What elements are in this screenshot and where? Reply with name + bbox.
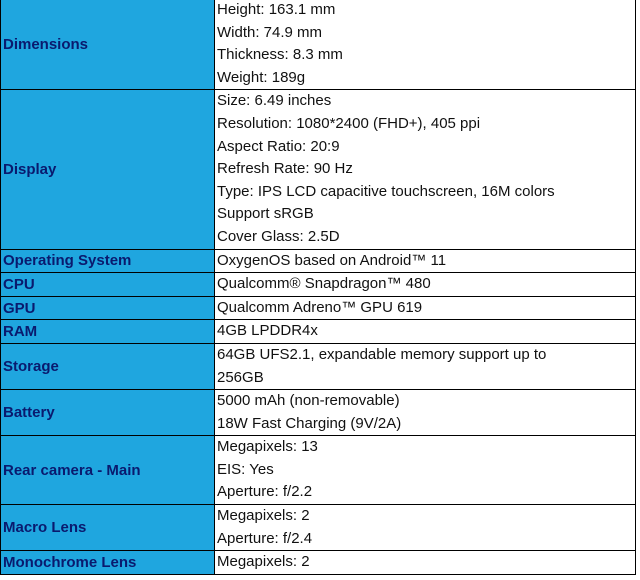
spec-row <box>1 273 636 297</box>
spec-label: RAM <box>1 320 215 344</box>
spec-value-cell <box>215 249 636 273</box>
spec-value-cell <box>215 296 636 320</box>
spec-label: Storage <box>1 343 215 389</box>
spec-value-line: Height: 163.1 mm <box>217 1 336 18</box>
spec-label: Battery <box>1 390 215 436</box>
spec-value-line: Aperture: f/2.4 <box>217 529 313 547</box>
spec-value-line: Width: 74.9 mm <box>217 23 323 41</box>
spec-label: Operating System <box>1 249 215 273</box>
spec-value-cell <box>215 90 636 249</box>
spec-value-line: EIS: Yes <box>217 460 274 478</box>
spec-value-cell <box>215 390 636 436</box>
spec-value-cell <box>215 320 636 344</box>
spec-value-line: Weight: 189g <box>217 68 306 86</box>
spec-value-line: 64GB UFS2.1, expandable memory support up to <box>217 345 547 363</box>
spec-table-body <box>1 0 636 574</box>
spec-label: Macro Lens <box>1 505 215 551</box>
spec-row <box>1 249 636 273</box>
spec-value-line: 4GB LPDDR4x <box>217 322 318 340</box>
spec-label: Monochrome Lens <box>1 551 215 575</box>
spec-value-line: Qualcomm® Snapdragon™ 480 <box>217 275 431 293</box>
spec-value-line: Thickness: 8.3 mm <box>217 46 343 64</box>
spec-value-line: Qualcomm Adreno™ GPU 619 <box>217 298 423 316</box>
spec-row <box>1 505 636 551</box>
spec-value-line: Megapixels: 2 <box>217 553 310 571</box>
spec-value-cell <box>215 0 636 90</box>
spec-value-line: Aspect Ratio: 20:9 <box>217 137 340 155</box>
spec-row <box>1 320 636 344</box>
spec-value-line: Cover Glass: 2.5D <box>217 227 340 245</box>
spec-value-line: 256GB <box>217 368 264 386</box>
spec-label: Dimensions <box>1 0 215 90</box>
spec-value-line: Size: 6.49 inches <box>217 92 332 110</box>
spec-row <box>1 436 636 505</box>
spec-value-line: Support sRGB <box>217 205 314 223</box>
spec-value-line: OxygenOS based on Android™ 11 <box>217 251 447 269</box>
spec-value-line: Refresh Rate: 90 Hz <box>217 160 353 178</box>
spec-value-line: Type: IPS LCD capacitive touchscreen, 16M colors <box>217 182 555 200</box>
spec-label: CPU <box>1 273 215 297</box>
spec-row <box>1 0 636 90</box>
spec-row <box>1 551 636 575</box>
spec-row <box>1 90 636 249</box>
spec-value-cell <box>215 273 636 297</box>
spec-value-cell <box>215 343 636 389</box>
spec-value-cell <box>215 551 636 575</box>
spec-value-line: 18W Fast Charging (9V/2A) <box>217 414 402 432</box>
spec-row <box>1 296 636 320</box>
spec-value-line: Megapixels: 13 <box>217 438 318 456</box>
spec-value-cell <box>215 505 636 551</box>
spec-value-line: Megapixels: 2 <box>217 507 310 525</box>
spec-row <box>1 390 636 436</box>
spec-label: Rear camera - Main <box>1 436 215 505</box>
spec-value-line: Aperture: f/2.2 <box>217 483 313 501</box>
spec-value-line: 5000 mAh (non-removable) <box>217 392 400 410</box>
spec-value-line: Resolution: 1080*2400 (FHD+), 405 ppi <box>217 114 481 132</box>
spec-row <box>1 343 636 389</box>
spec-label: GPU <box>1 296 215 320</box>
spec-label: Display <box>1 90 215 249</box>
spec-value-cell <box>215 436 636 505</box>
